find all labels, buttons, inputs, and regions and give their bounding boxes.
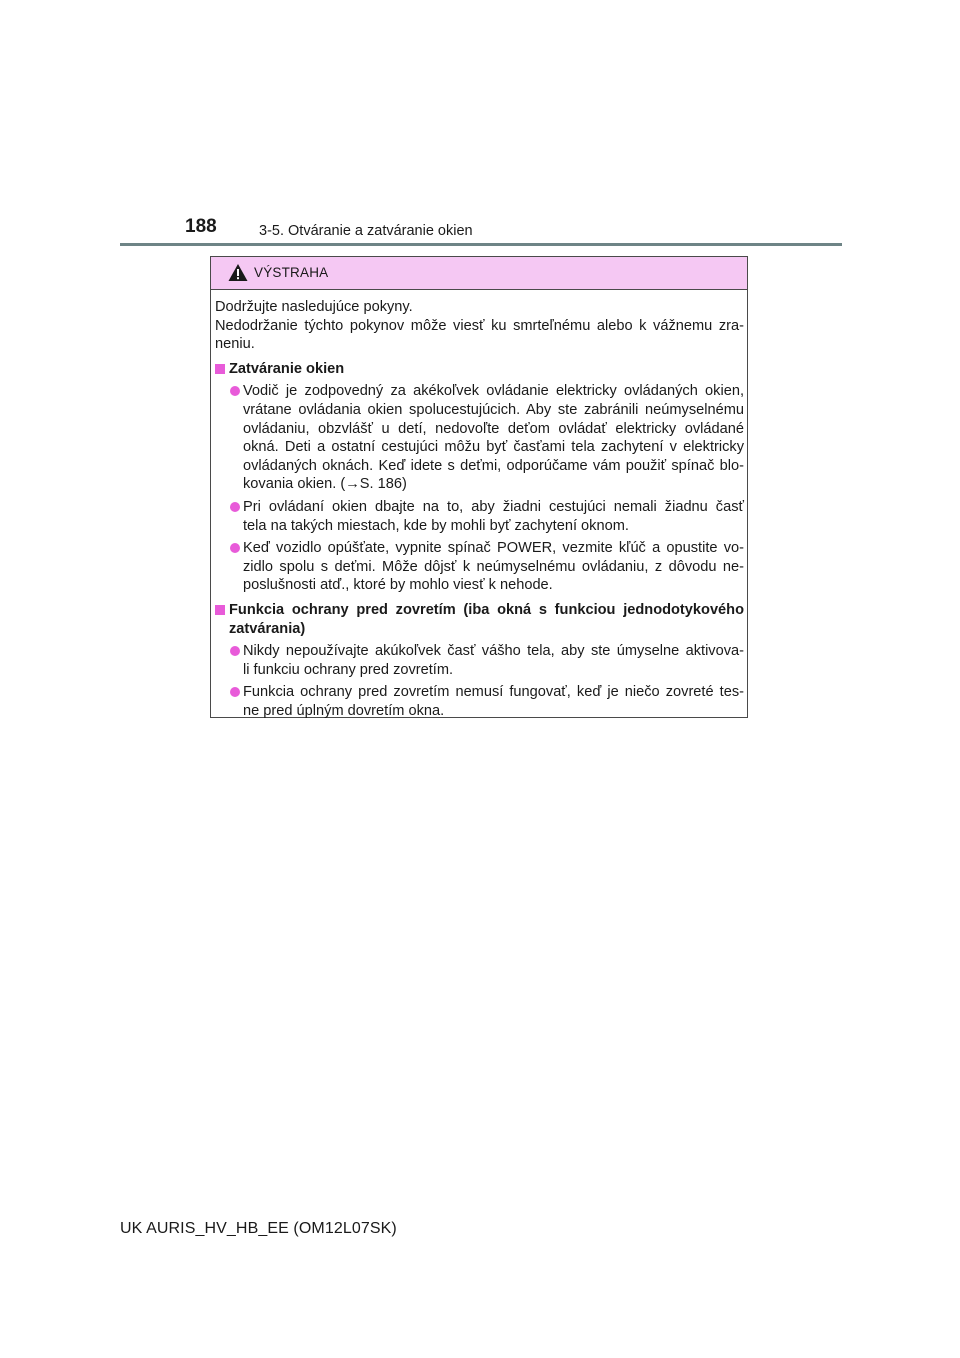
round-bullet-icon [230, 646, 240, 656]
round-bullet-icon [230, 502, 240, 512]
bullet-line: ovládaných oknách. Keď idete s deťmi, odporúčame vám použiť spínač blo- [243, 457, 744, 474]
intro-line: Nedodržanie týchto pokynov môže viesť ku smrteľnému alebo k vážnemu zra- [215, 317, 744, 334]
bullet-line: zidlo spolu s deťmi. Môže dôjsť k neúmyselnému ovládaniu, z dôvodu ne- [243, 558, 744, 575]
intro-line: neniu. [215, 336, 255, 353]
bullet-line: okná. Deti a ostatní cestujúci môžu byť časťami tela zachytení v elektricky [243, 439, 744, 456]
bullet-line: kovania okien. (→S. 186) [243, 476, 407, 493]
bullet-item [215, 498, 744, 535]
bullet-line: poslušnosti atď., ktoré by mohlo viesť k nehode. [243, 577, 553, 594]
warning-title: VÝSTRAHA [254, 265, 329, 280]
bullet-line: Vodič je zodpovedný za akékoľvek ovládanie elektricky ovládaných okien, [243, 383, 744, 400]
bullet-line: Nikdy nepoužívajte akúkoľvek časť vášho tela, aby ste úmyselne aktivova- [243, 643, 744, 660]
bullet-line: tela na takých miestach, kde by mohli byť zachytení oknom. [243, 517, 629, 534]
round-bullet-icon [230, 687, 240, 697]
bullet-line: Keď vozidlo opúšťate, vypnite spínač POWER, vezmite kľúč a opustite vo- [243, 540, 744, 557]
square-bullet-icon [215, 605, 225, 615]
round-bullet-icon [230, 386, 240, 396]
square-bullet-icon [215, 364, 225, 374]
bullet-item [215, 683, 744, 720]
bullet-line: vrátane ovládania okien spolucestujúcich. Aby ste zabránili neúmyselnému [243, 401, 744, 418]
section-title: 3-5. Otváranie a zatváranie okien [259, 223, 473, 239]
bullet-item [215, 539, 744, 595]
bullet-line: Pri ovládaní okien dbajte na to, aby žiadni cestujúci nemali žiadnu časť [243, 498, 744, 515]
warning-header [211, 257, 747, 290]
bullet-item [215, 642, 744, 679]
subheading-closing-windows [215, 360, 744, 379]
warning-intro [215, 298, 744, 354]
warning-box [210, 256, 748, 718]
footer-model-code: UK AURIS_HV_HB_EE (OM12L07SK) [120, 1220, 397, 1237]
page-number: 188 [185, 216, 217, 237]
subheading-text: Funkcia ochrany pred zovretím (iba okná s funkciou jednodotykového [229, 601, 744, 618]
bullet-line: ne pred úplným dovretím okna. [243, 702, 445, 719]
warning-body [215, 298, 744, 720]
bullet-line: li funkciu ochrany pred zovretím. [243, 661, 454, 678]
intro-line: Dodržujte nasledujúce pokyny. [215, 299, 413, 315]
subheading-text: zatvárania) [229, 620, 306, 637]
subheading-jam-protection [215, 601, 744, 638]
bullet-line: ovládaniu, obzvlášť u detí, nedovoľte deťom ovládať elektricky ovládané [243, 420, 744, 437]
bullet-line: Funkcia ochrany pred zovretím nemusí fungovať, keď je niečo zovreté tes- [243, 684, 744, 701]
page-header [0, 0, 960, 250]
header-divider [120, 243, 842, 246]
bullet-item [215, 382, 744, 494]
warning-triangle-icon [228, 263, 248, 282]
round-bullet-icon [230, 543, 240, 553]
subheading-text: Zatváranie okien [229, 360, 345, 377]
